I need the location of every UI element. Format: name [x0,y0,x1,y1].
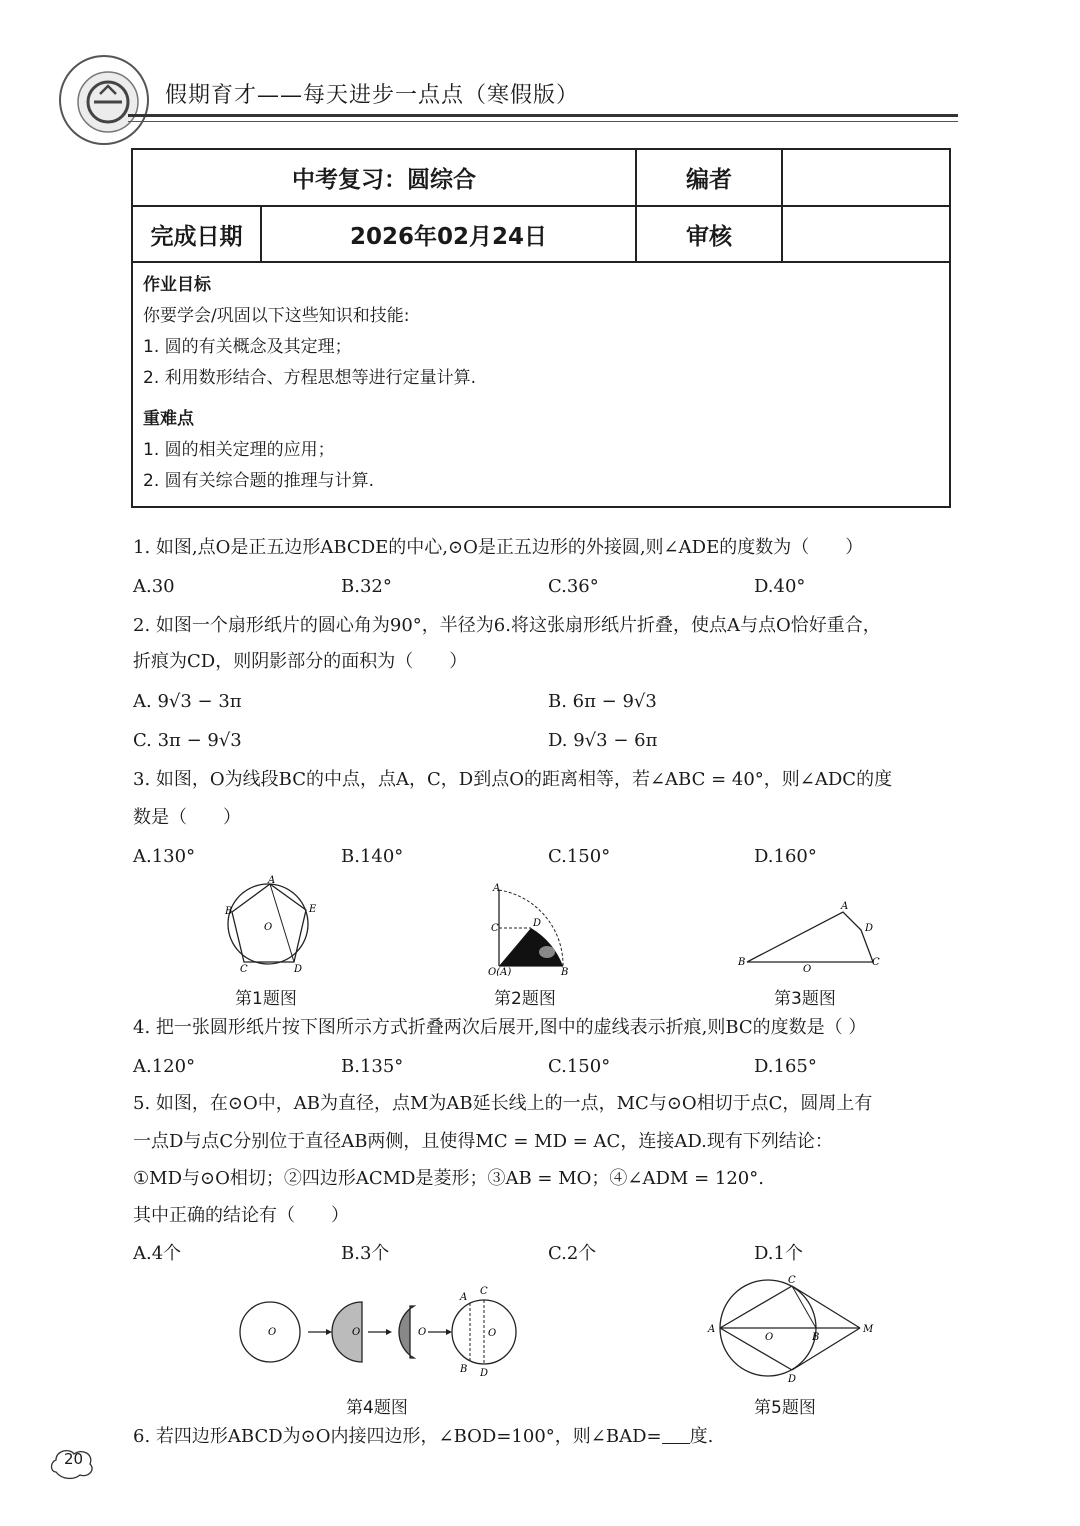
figure-2-sector [485,880,575,976]
fig4-label-c: C [480,1286,488,1297]
key-item: 1. 圆的相关定理的应用； [143,440,335,460]
figure-5-tangent [704,1272,884,1384]
table-divider [133,261,949,263]
q6-text-pre: 6. 若四边形ABCD为⊙O内接四边形，∠BOD=100°，则∠BAD= [133,1426,662,1447]
q1-option-d: D.40° [754,576,806,597]
publisher-logo [56,52,152,148]
fig1-label-b: B [225,906,233,917]
figure-3-quadrilateral [735,896,885,976]
q1-option-c: C.36° [548,576,599,597]
goals-intro: 你要学会/巩固以下这些知识和技能: [143,306,410,326]
figure-1-pentagon [218,874,318,974]
header-rule-thin [128,121,958,122]
caption-fig3: 第3题图 [774,989,836,1009]
fig4-label-o2: O [352,1327,361,1338]
editor-value [783,150,949,205]
fig1-label-o: O [264,922,273,933]
fig2-label-oa: O(A) [488,967,512,976]
q1-option-a: A.30 [133,576,175,597]
fig3-label-o: O [803,964,812,975]
q3-text-line1: 3. 如图，O为线段BC的中点，点A，C，D到点O的距离相等，若∠ABC = 40°，则∠ADC的度 [133,769,893,790]
q3-option-a: A.130° [133,846,196,867]
fig4-label-d: D [480,1368,489,1379]
fig4-label-o3: O [418,1327,427,1338]
q5-option-c: C.2个 [548,1243,597,1264]
q1-text: 1. 如图,点O是正五边形ABCDE的中心,⊙O是正五边形的外接圆,则∠ADE的度数为（ ） [133,537,864,558]
fig4-label-o1: O [268,1327,277,1338]
fig3-label-b: B [738,957,746,968]
page-number: 20 [64,1450,84,1468]
goals-heading: 作业目标 [143,275,211,295]
editor-label: 编者 [686,167,732,193]
date-value: 2026年02月24日 [349,223,548,250]
caption-fig4: 第4题图 [346,1398,408,1418]
fig5-label-d: D [788,1374,797,1384]
fig3-label-c: C [872,957,880,968]
q6-text [133,1425,713,1449]
fig5-label-o: O [765,1332,774,1343]
fig3-label-d: D [865,923,874,934]
header-title: 假期育才——每天进步一点点（寒假版） [165,83,580,108]
q2-text-line2: 折痕为CD，则阴影部分的面积为（ ） [133,651,468,672]
q2-option-d: D. 9√3 − 6π [548,730,658,751]
fig5-label-c: C [788,1275,796,1286]
q5-option-d: D.1个 [754,1243,803,1264]
key-heading: 重难点 [143,409,194,429]
q4-option-d: D.165° [754,1056,817,1077]
figure-4-folding [234,1282,534,1382]
caption-fig2: 第2题图 [494,989,556,1009]
q3-option-b: B.140° [341,846,404,867]
fig5-label-m: M [863,1324,874,1335]
info-table [131,148,951,508]
header-rule [128,114,958,117]
fig4-label-b: B [460,1364,468,1375]
q2-text-line1: 2. 如图一个扇形纸片的圆心角为90°，半径为6.将这张扇形纸片折叠，使点A与点O恰好重合， [133,615,881,636]
goal-item: 1. 圆的有关概念及其定理； [143,337,352,357]
topic-cell: 中考复习：圆综合 [292,167,476,193]
q6-text-post: 度. [689,1426,714,1447]
q5-text-line2: 一点D与点C分别位于直径AB两侧，且使得MC = MD = AC，连接AD.现有下列结论： [133,1131,833,1152]
q1-option-b: B.32° [341,576,392,597]
q3-text-line2: 数是（ ） [133,807,241,828]
fig4-label-o4: O [488,1328,497,1339]
fig3-label-a: A [841,901,849,912]
q2-option-c: C. 3π − 9√3 [133,730,242,751]
q4-option-a: A.120° [133,1056,196,1077]
fig2-label-a: A [493,883,501,894]
fig4-label-a: A [460,1292,468,1303]
key-item: 2. 圆有关综合题的推理与计算. [143,471,375,491]
q2-option-a: A. 9√3 − 3π [133,691,242,712]
fig2-label-d: D [533,918,542,929]
fig1-label-a: A [268,875,276,886]
caption-fig1: 第1题图 [235,989,297,1009]
q4-text: 4. 把一张圆形纸片按下图所示方式折叠两次后展开,图中的虚线表示折痕,则BC的度数是（ ） [133,1017,867,1038]
q2-option-b: B. 6π − 9√3 [548,691,657,712]
fig1-label-c: C [240,964,248,974]
fig1-label-e: E [309,904,317,915]
q5-text-line4: 其中正确的结论有（ ） [133,1205,349,1226]
q5-option-b: B.3个 [341,1243,390,1264]
q5-text-line3: ①MD与⊙O相切；②四边形ACMD是菱形；③AB = MO；④∠ADM = 120°. [133,1168,764,1189]
fig2-label-c: C [491,923,499,934]
fig2-label-b: B [561,967,569,976]
fig1-label-d: D [294,964,303,974]
fig5-label-b: B [812,1332,820,1343]
date-label: 完成日期 [150,223,243,250]
review-label: 审核 [686,223,732,250]
q6-answer-blank[interactable] [662,1425,690,1444]
q3-option-c: C.150° [548,846,611,867]
q5-text-line1: 5. 如图，在⊙O中，AB为直径，点M为AB延长线上的一点，MC与⊙O相切于点C，圆周上有 [133,1093,873,1114]
fig5-label-a: A [708,1324,716,1335]
goals-section [143,270,476,497]
goal-item: 2. 利用数形结合、方程思想等进行定量计算. [143,368,477,388]
q4-option-b: B.135° [341,1056,404,1077]
q3-option-d: D.160° [754,846,817,867]
caption-fig5: 第5题图 [754,1398,816,1418]
q5-option-a: A.4个 [133,1243,182,1264]
q4-option-c: C.150° [548,1056,611,1077]
review-value [783,207,949,261]
